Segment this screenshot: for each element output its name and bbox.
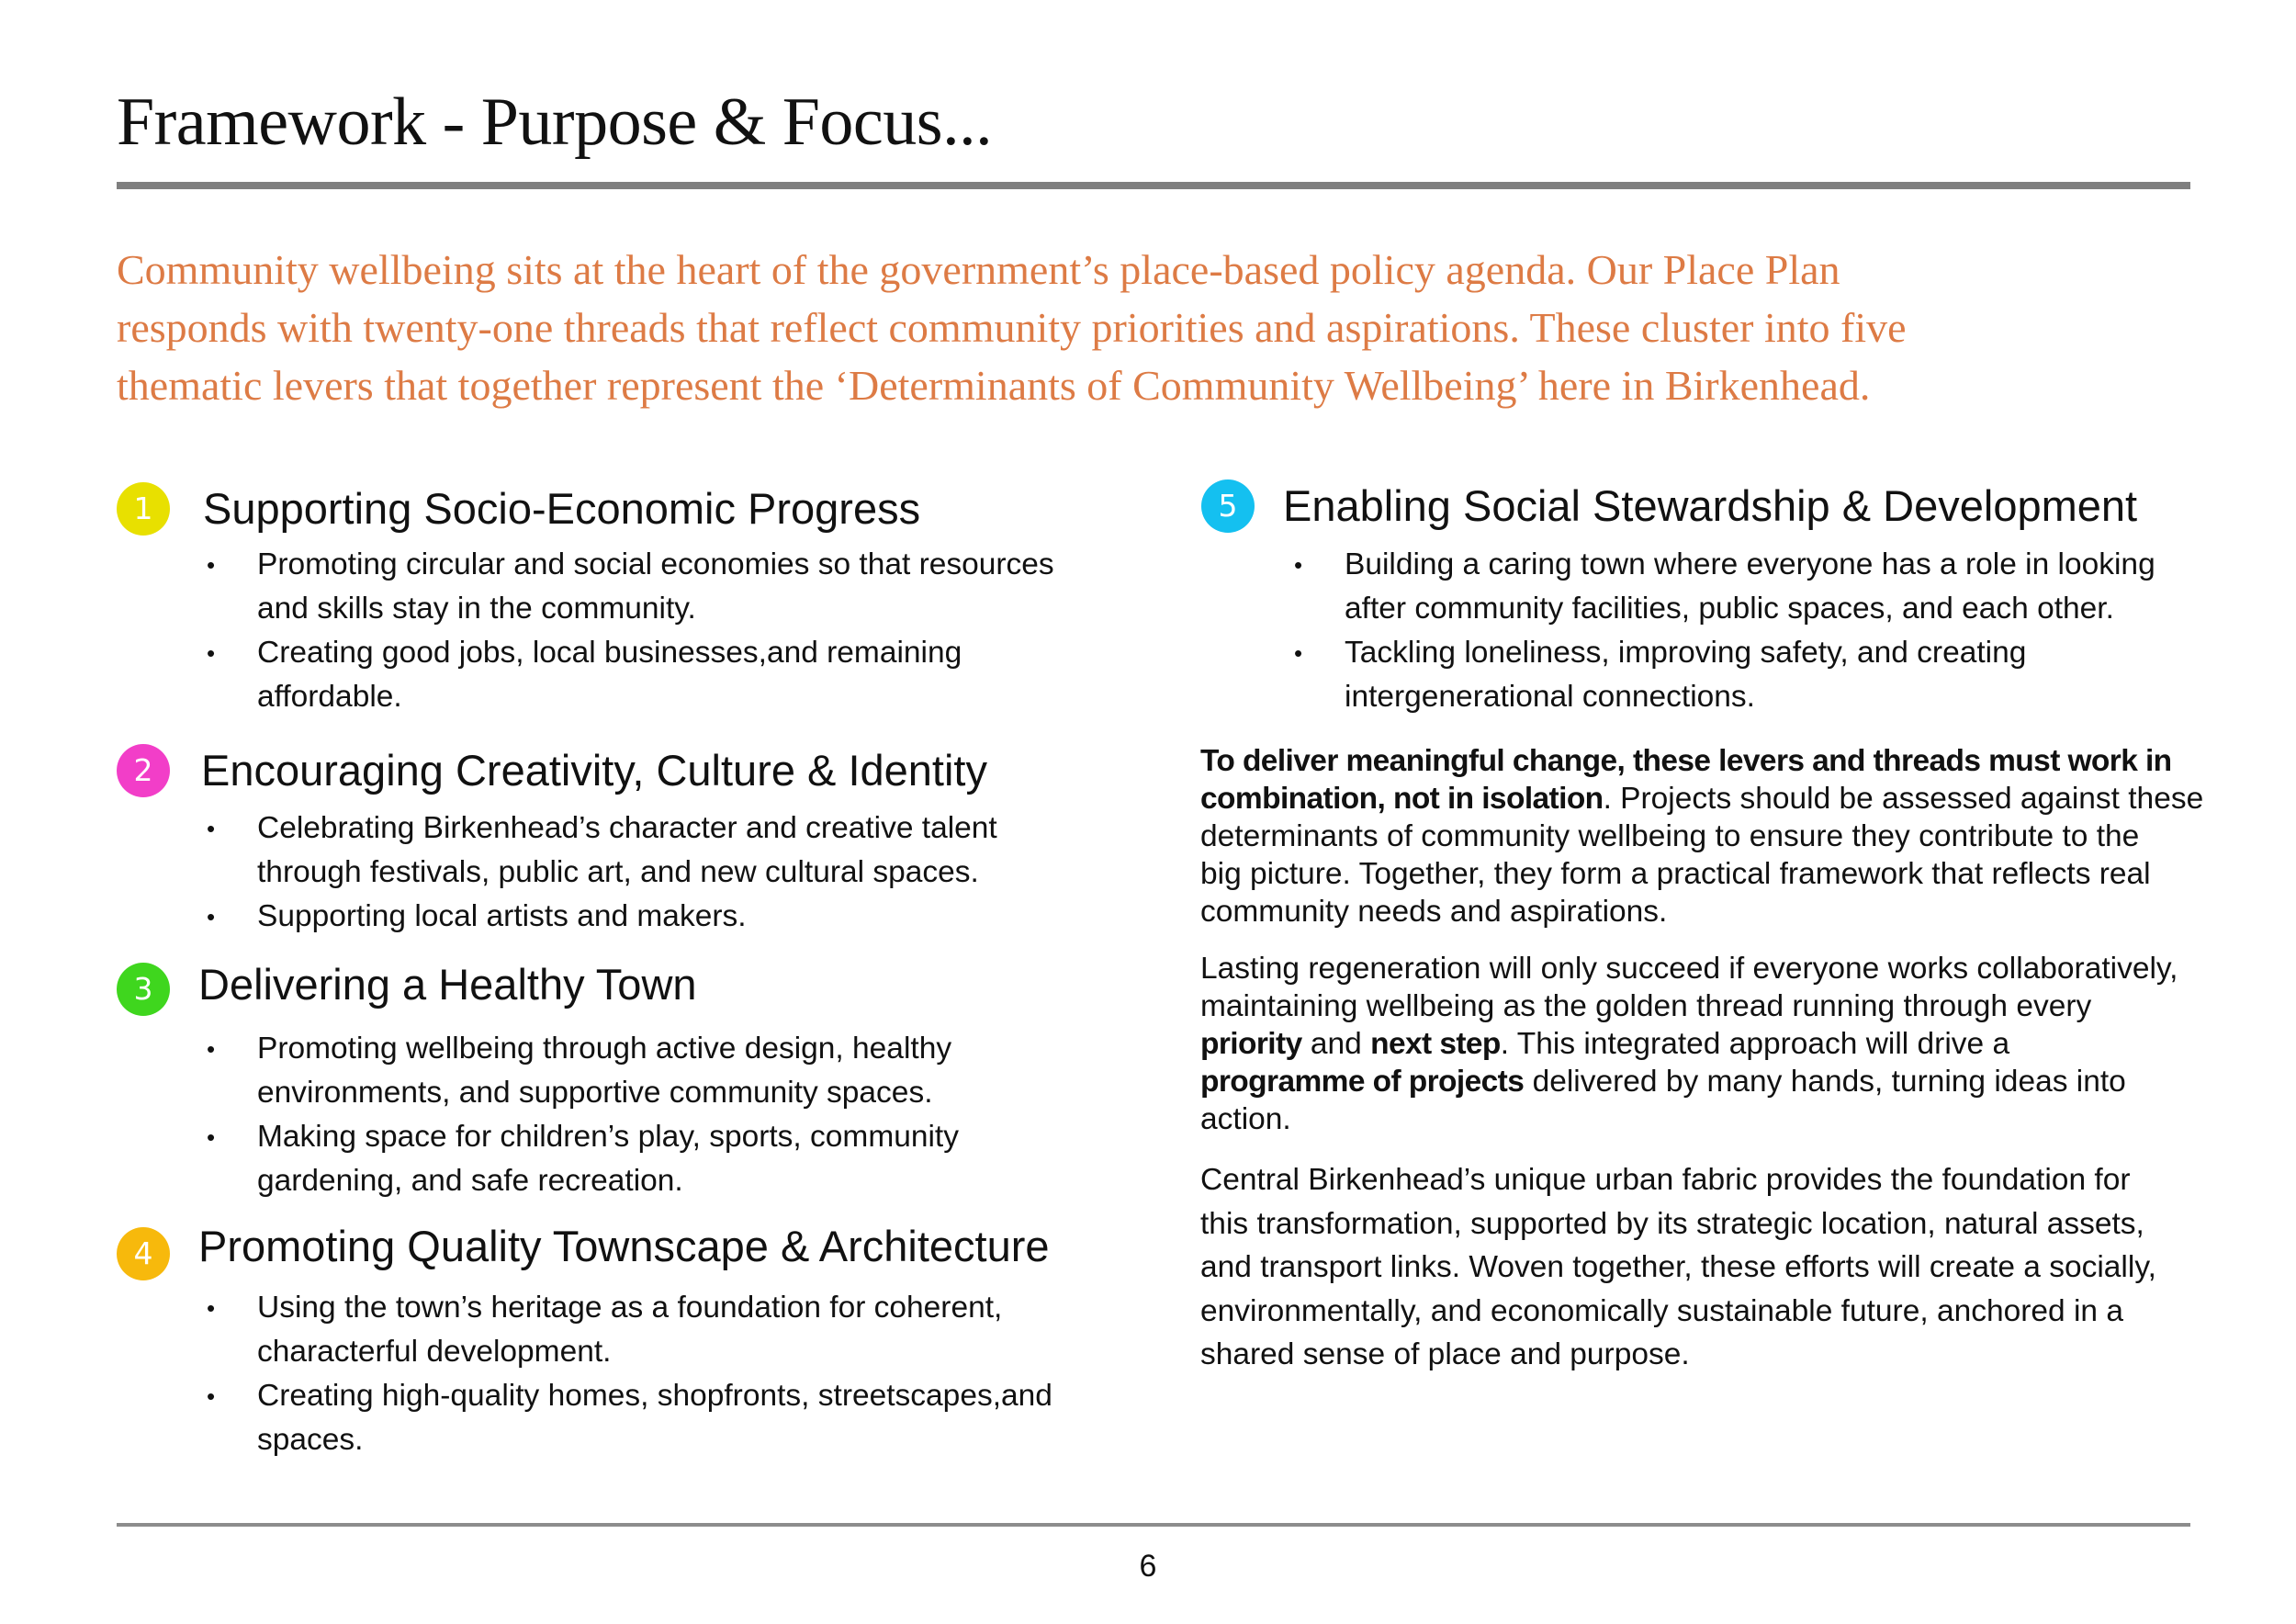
paragraph-line (1200, 1025, 2197, 1063)
paragraph-line: environmentally, and economically sustainable future, anchored in a (1200, 1293, 2123, 1328)
list-item (207, 1115, 959, 1203)
bullet-icon: • (207, 1294, 216, 1322)
intro-line: thematic levers that together represent the ‘Determinants of Community Wellbeing’ here in Birkenhead. (117, 362, 1871, 409)
lever-5-number-badge: 5 (1201, 479, 1255, 533)
lever-3-bullets (207, 1027, 959, 1203)
bullet-icon: • (207, 1035, 216, 1063)
bullet-text: Promoting circular and social economies so that resources (257, 547, 1054, 581)
paragraph-text: and (1301, 1027, 1371, 1061)
lever-3-heading: Delivering a Healthy Town (198, 960, 697, 1009)
list-item (207, 806, 997, 895)
list-item (1294, 631, 2155, 719)
title-divider (117, 182, 2190, 189)
bullet-icon: • (207, 903, 216, 930)
paragraph-combination (1200, 742, 2204, 930)
bullet-text: Celebrating Birkenhead’s character and creative talent (257, 811, 997, 845)
bullet-icon: • (207, 551, 216, 579)
bullet-icon: • (207, 815, 216, 842)
emphasis-text: To deliver meaningful change, these levers and threads must work in (1200, 744, 2172, 778)
bullet-icon: • (1294, 551, 1303, 579)
paragraph-line: maintaining wellbeing as the golden thread running through every (1200, 989, 2092, 1023)
paragraph-text: . Projects should be assessed against these (1603, 782, 2204, 816)
bullet-text: Supporting local artists and makers. (257, 899, 747, 933)
paragraph-regeneration (1200, 950, 2197, 1138)
bullet-text: after community facilities, public spaces, and each other. (1345, 592, 2114, 626)
list-item (207, 1374, 1052, 1462)
paragraph-text: . This integrated approach will drive a (1500, 1027, 2010, 1061)
lever-5-bullets (1294, 543, 2155, 719)
bullet-text: and skills stay in the community. (257, 592, 696, 626)
emphasis-text: priority (1200, 1027, 1302, 1061)
paragraph-line (1200, 742, 2197, 780)
lever-3-number-badge: 3 (117, 963, 170, 1016)
bullet-icon: • (1294, 639, 1303, 667)
list-item (207, 631, 1054, 719)
bullet-icon: • (207, 639, 216, 667)
list-item (207, 1286, 1052, 1374)
bullet-text: Creating good jobs, local businesses,and remaining (257, 636, 962, 670)
lever-2-heading: Encouraging Creativity, Culture & Identity (201, 746, 987, 795)
paragraph-line: community needs and aspirations. (1200, 895, 1668, 929)
paragraph-line: Lasting regeneration will only succeed if everyone works collaboratively, (1200, 952, 2178, 986)
footer-divider (117, 1523, 2190, 1527)
paragraph-line: action. (1200, 1102, 1291, 1136)
paragraph-urban-fabric (1200, 1158, 2197, 1377)
bullet-text: environments, and supportive community spaces. (257, 1076, 933, 1110)
lever-5-heading: Enabling Social Stewardship & Development (1283, 481, 2138, 530)
paragraph-line (1200, 780, 2204, 818)
bullet-text: Using the town’s heritage as a foundation for coherent, (257, 1291, 1003, 1325)
paragraph-line: Central Birkenhead’s unique urban fabric provides the foundation for (1200, 1163, 2131, 1197)
list-item (207, 1027, 959, 1115)
intro-line: responds with twenty-one threads that reflect community priorities and aspirations. These cluster into five (117, 304, 1907, 351)
lever-4-bullets (207, 1286, 1052, 1462)
paragraph-text: delivered by many hands, turning ideas into (1524, 1065, 2126, 1099)
lever-1-number-badge: 1 (117, 482, 170, 536)
bullet-text: intergenerational connections. (1345, 680, 1755, 714)
bullet-text: spaces. (257, 1423, 364, 1457)
list-item (207, 543, 1054, 631)
emphasis-text: next step (1370, 1027, 1501, 1061)
bullet-icon: • (207, 1123, 216, 1151)
list-item (1294, 543, 2155, 631)
bullet-text: Making space for children’s play, sports, community (257, 1120, 959, 1154)
bullet-text: characterful development. (257, 1335, 612, 1369)
paragraph-line: shared sense of place and purpose. (1200, 1337, 1690, 1371)
bullet-text: Building a caring town where everyone has a role in looking (1345, 547, 2155, 581)
emphasis-text: combination, not in isolation (1200, 782, 1604, 816)
paragraph-line: and transport links. Woven together, these efforts will create a socially, (1200, 1250, 2156, 1284)
paragraph-line: big picture. Together, they form a practical framework that reflects real (1200, 857, 2151, 891)
lever-2-number-badge: 2 (117, 744, 170, 797)
emphasis-text: programme of projects (1200, 1065, 1525, 1099)
intro-line: Community wellbeing sits at the heart of the government’s place-based policy agenda. Our Place Plan (117, 246, 1840, 293)
bullet-text: Creating high-quality homes, shopfronts, streetscapes,and (257, 1379, 1052, 1413)
page-title: Framework - Purpose & Focus... (117, 85, 993, 160)
lever-2-bullets (207, 806, 997, 939)
page-number: 6 (1139, 1549, 1157, 1584)
paragraph-line: determinants of community wellbeing to ensure they contribute to the (1200, 819, 2140, 853)
lever-1-bullets (207, 543, 1054, 719)
paragraph-line (1200, 1063, 2197, 1100)
bullet-icon: • (207, 1382, 216, 1410)
paragraph-line: this transformation, supported by its strategic location, natural assets, (1200, 1206, 2144, 1241)
lever-4-number-badge: 4 (117, 1227, 170, 1280)
lever-4-heading: Promoting Quality Townscape & Architecture (198, 1222, 1050, 1270)
bullet-text: Promoting wellbeing through active design, healthy (257, 1032, 952, 1066)
bullet-text: gardening, and safe recreation. (257, 1164, 683, 1198)
intro-statement (117, 241, 2211, 414)
bullet-text: through festivals, public art, and new cultural spaces. (257, 855, 979, 889)
list-item (207, 895, 997, 939)
lever-1-heading: Supporting Socio-Economic Progress (203, 484, 921, 533)
bullet-text: affordable. (257, 680, 402, 714)
bullet-text: Tackling loneliness, improving safety, and creating (1345, 636, 2027, 670)
